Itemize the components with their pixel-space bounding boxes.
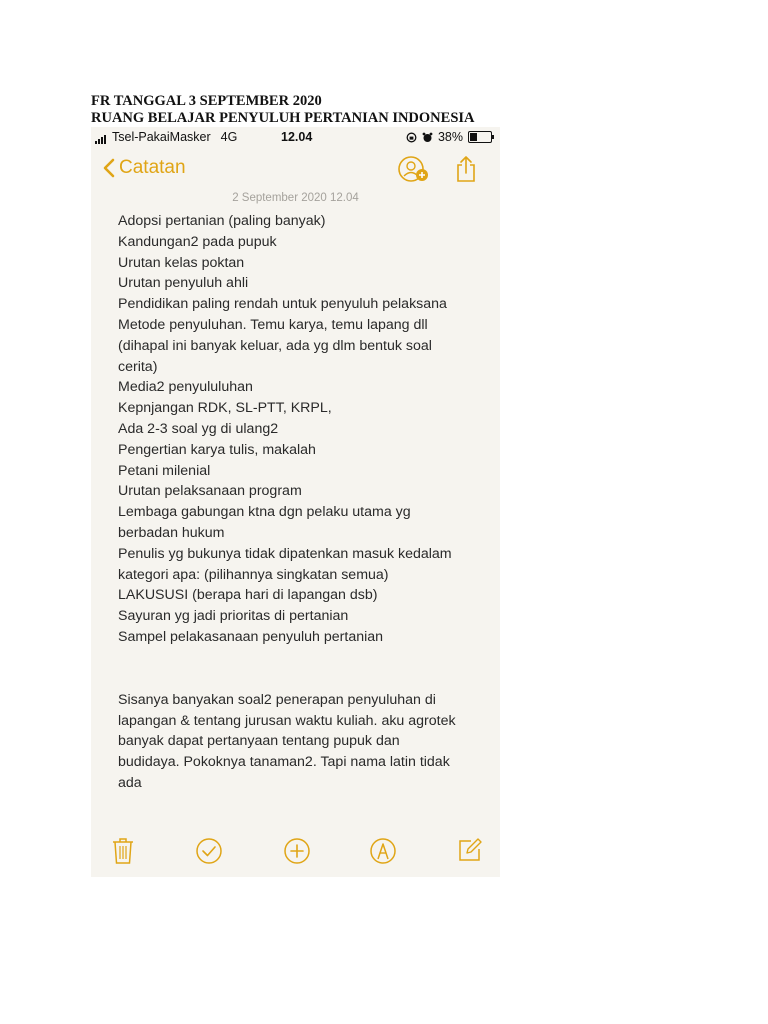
battery-percent: 38% [437,130,463,144]
note-line: LAKUSUSI (berapa hari di lapangan dsb) [118,587,378,604]
paragraph-gap [118,648,488,690]
network-type: 4G [220,130,238,144]
note-line: Urutan kelas poktan [118,254,245,271]
pen-circle-icon [369,837,397,865]
rotation-lock-icon [406,132,417,143]
back-button[interactable] [103,157,186,179]
signal-bars-icon [95,134,106,144]
markup-button[interactable] [369,837,397,870]
note-line: Kepnjangan RDK, SL-PTT, KRPL, [118,400,332,417]
battery-fill [470,133,477,141]
back-label: Catatan [119,157,186,178]
nav-bar [91,153,500,193]
compose-icon [457,837,483,863]
note-line: cerita) [118,358,158,375]
status-left [95,130,237,144]
note-line: budidaya. Pokoknya tanaman2. Tapi nama latin tidak [118,754,450,771]
note-line: Urutan penyuluh ahli [118,275,249,292]
phone-screenshot [91,127,500,877]
battery-icon [468,131,492,143]
alarm-icon [422,132,433,143]
heading-date-line: FR TANGGAL 3 SEPTEMBER 2020 [91,93,322,109]
note-line: Urutan pelaksanaan program [118,483,302,500]
chevron-left-icon [103,158,115,178]
note-line: Ada 2-3 soal yg di ulang2 [118,420,279,437]
note-line: Penulis yg bukunya tidak dipatenkan masuk kedalam [118,545,452,562]
carrier-name: Tsel-PakaiMasker [112,130,211,144]
note-line: Sisanya banyakan soal2 penerapan penyuluhan di [118,691,436,708]
document-heading [91,93,475,126]
compose-button[interactable] [457,837,483,868]
status-time: 12.04 [281,130,313,144]
note-line: Kandungan2 pada pupuk [118,233,277,250]
add-person-icon [397,155,431,185]
note-line: kategori apa: (pilihannya singkatan semua) [118,566,389,583]
note-timestamp: 2 September 2020 12.04 [232,192,359,204]
add-people-button[interactable] [397,155,431,190]
note-line: Media2 penyululuhan [118,379,253,396]
status-bar [91,127,500,147]
note-line: Sampel pelakasanaan penyuluh pertanian [118,628,384,645]
bottom-toolbar [91,837,500,871]
note-line: banyak dapat pertanyaan tentang pupuk dan [118,733,400,750]
note-lines [118,211,488,648]
note-line: Pendidikan paling rendah untuk penyuluh pelaksana [118,296,447,313]
checklist-button[interactable] [195,837,223,870]
plus-circle-icon [283,837,311,865]
note-line: berbadan hukum [118,524,225,541]
note-line: (dihapal ini banyak keluar, ada yg dlm bentuk soal [118,337,432,354]
status-right [406,130,492,144]
add-button[interactable] [283,837,311,870]
checkmark-circle-icon [195,837,223,865]
note-line: ada [118,774,142,791]
share-button[interactable] [455,155,477,188]
trash-icon [112,837,134,865]
note-line: Adopsi pertanian (paling banyak) [118,213,326,229]
note-line: Pengertian karya tulis, makalah [118,441,316,458]
note-line: lapangan & tentang jurusan waktu kuliah. aku agrotek [118,712,456,729]
note-line: Metode penyuluhan. Temu karya, temu lapang dll [118,316,428,333]
note-line: Lembaga gabungan ktna dgn pelaku utama yg [118,504,411,521]
delete-button[interactable] [112,837,134,870]
share-icon [455,155,477,183]
note-lines-second [118,690,488,794]
heading-title-line: RUANG BELAJAR PENYULUH PERTANIAN INDONESIA [91,109,475,126]
note-line: Petani milenial [118,462,211,479]
note-line: Sayuran yg jadi prioritas di pertanian [118,608,349,625]
note-body[interactable] [118,211,488,794]
